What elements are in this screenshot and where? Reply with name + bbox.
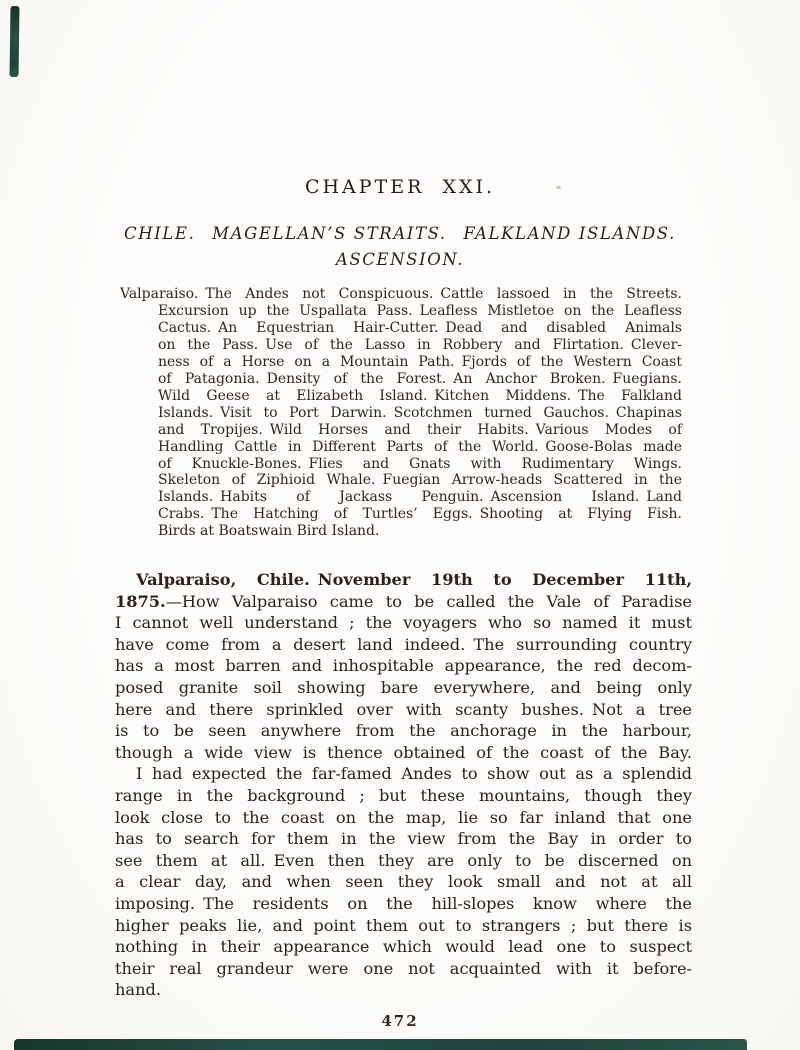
chapter-heading: CHAPTER XXI. bbox=[304, 176, 496, 198]
scan-edge-artifact-bottom bbox=[14, 1039, 747, 1050]
body-line: have come from a desert land indeed. The surrounding country bbox=[115, 634, 692, 654]
body-line-text: —How Valparaiso came to be called the Vale of Paradise bbox=[165, 591, 692, 611]
body-line: range in the background ; but these mountains, though they bbox=[115, 785, 692, 805]
body-line: higher peaks lie, and point them out to strangers ; but there is bbox=[115, 915, 692, 935]
body-line: a clear day, and when seen they look small and not at all bbox=[115, 872, 692, 892]
chapter-summary bbox=[120, 286, 682, 540]
scan-edge-artifact-top-left bbox=[10, 6, 20, 77]
body-text bbox=[115, 569, 692, 1001]
body-line: look close to the coast on the map, lie so far inland that one bbox=[115, 807, 692, 827]
body-line: see them at all. Even then they are only to be discerned on bbox=[115, 850, 692, 870]
summary-line: Skeleton of Ziphioid Whale. Fuegian Arrow-heads Scattered in the bbox=[158, 472, 682, 489]
body-line: though a wide view is thence obtained of the coast of the Bay. bbox=[115, 742, 692, 762]
summary-line: Cactus. An Equestrian Hair-Cutter. Dead and disabled Animals bbox=[158, 319, 682, 336]
summary-line: Valparaiso. The Andes not Conspicuous. Cattle lassoed in the Streets. bbox=[120, 286, 682, 302]
body-line: here and there sprinkled over with scanty bushes. Not a tree bbox=[115, 699, 692, 719]
subtitle-line-1: CHILE. MAGELLAN’S STRAITS. FALKLAND ISLANDS. bbox=[124, 224, 676, 243]
summary-line: Handling Cattle in Different Parts of the World. Goose-Bolas made bbox=[158, 438, 682, 455]
summary-line: on the Pass. Use of the Lasso in Robbery and Flirtation. Clever- bbox=[158, 336, 682, 353]
body-line: imposing. The residents on the hill-slopes know where the bbox=[115, 893, 692, 913]
summary-line: ness of a Horse on a Mountain Path. Fjords of the Western Coast bbox=[158, 353, 682, 370]
page-number: 472 bbox=[381, 1012, 419, 1030]
bold-year: 1875. bbox=[115, 591, 166, 611]
summary-line: Islands. Habits of Jackass Penguin. Ascension Island. Land bbox=[158, 489, 682, 506]
body-line: hand. bbox=[115, 980, 162, 1000]
body-line: has to search for them in the view from the Bay in order to bbox=[115, 829, 692, 849]
summary-line: of Patagonia. Density of the Forest. An Anchor Broken. Fuegians. bbox=[158, 370, 682, 387]
body-line bbox=[115, 591, 692, 613]
body-line: I had expected the far-famed Andes to show out as a splendid bbox=[136, 764, 692, 784]
chapter-subtitle bbox=[0, 221, 800, 273]
summary-line: Crabs. The Hatching of Turtles’ Eggs. Shooting at Flying Fish. bbox=[158, 506, 682, 523]
body-line: is to be seen anywhere from the anchorage in the harbour, bbox=[115, 721, 692, 741]
body-line: nothing in their appearance which would lead one to suspect bbox=[115, 937, 692, 957]
summary-line: Wild Geese at Elizabeth Island. Kitchen Middens. The Falkland bbox=[158, 387, 682, 404]
summary-line: Excursion up the Uspallata Pass. Leafless Mistletoe on the Leafless bbox=[158, 302, 682, 319]
summary-line: Birds at Boatswain Bird Island. bbox=[158, 523, 380, 540]
summary-line: Islands. Visit to Port Darwin. Scotchmen turned Gauchos. Chapinas bbox=[158, 404, 682, 421]
body-line-bold-datehead: Valparaiso, Chile. November 19th to December 11th, bbox=[136, 570, 692, 589]
body-line: their real grandeur were one not acquainted with it before- bbox=[115, 958, 692, 978]
subtitle-line-2: ASCENSION. bbox=[335, 250, 465, 269]
summary-line: and Tropijes. Wild Horses and their Habits. Various Modes of bbox=[158, 421, 682, 438]
body-line: posed granite soil showing bare everywhere, and being only bbox=[115, 677, 692, 697]
body-line: I cannot well understand ; the voyagers who so named it must bbox=[115, 613, 692, 633]
body-line: has a most barren and inhospitable appearance, the red decom- bbox=[115, 656, 692, 676]
summary-line: of Knuckle-Bones. Flies and Gnats with Rudimentary Wings. bbox=[158, 455, 682, 472]
